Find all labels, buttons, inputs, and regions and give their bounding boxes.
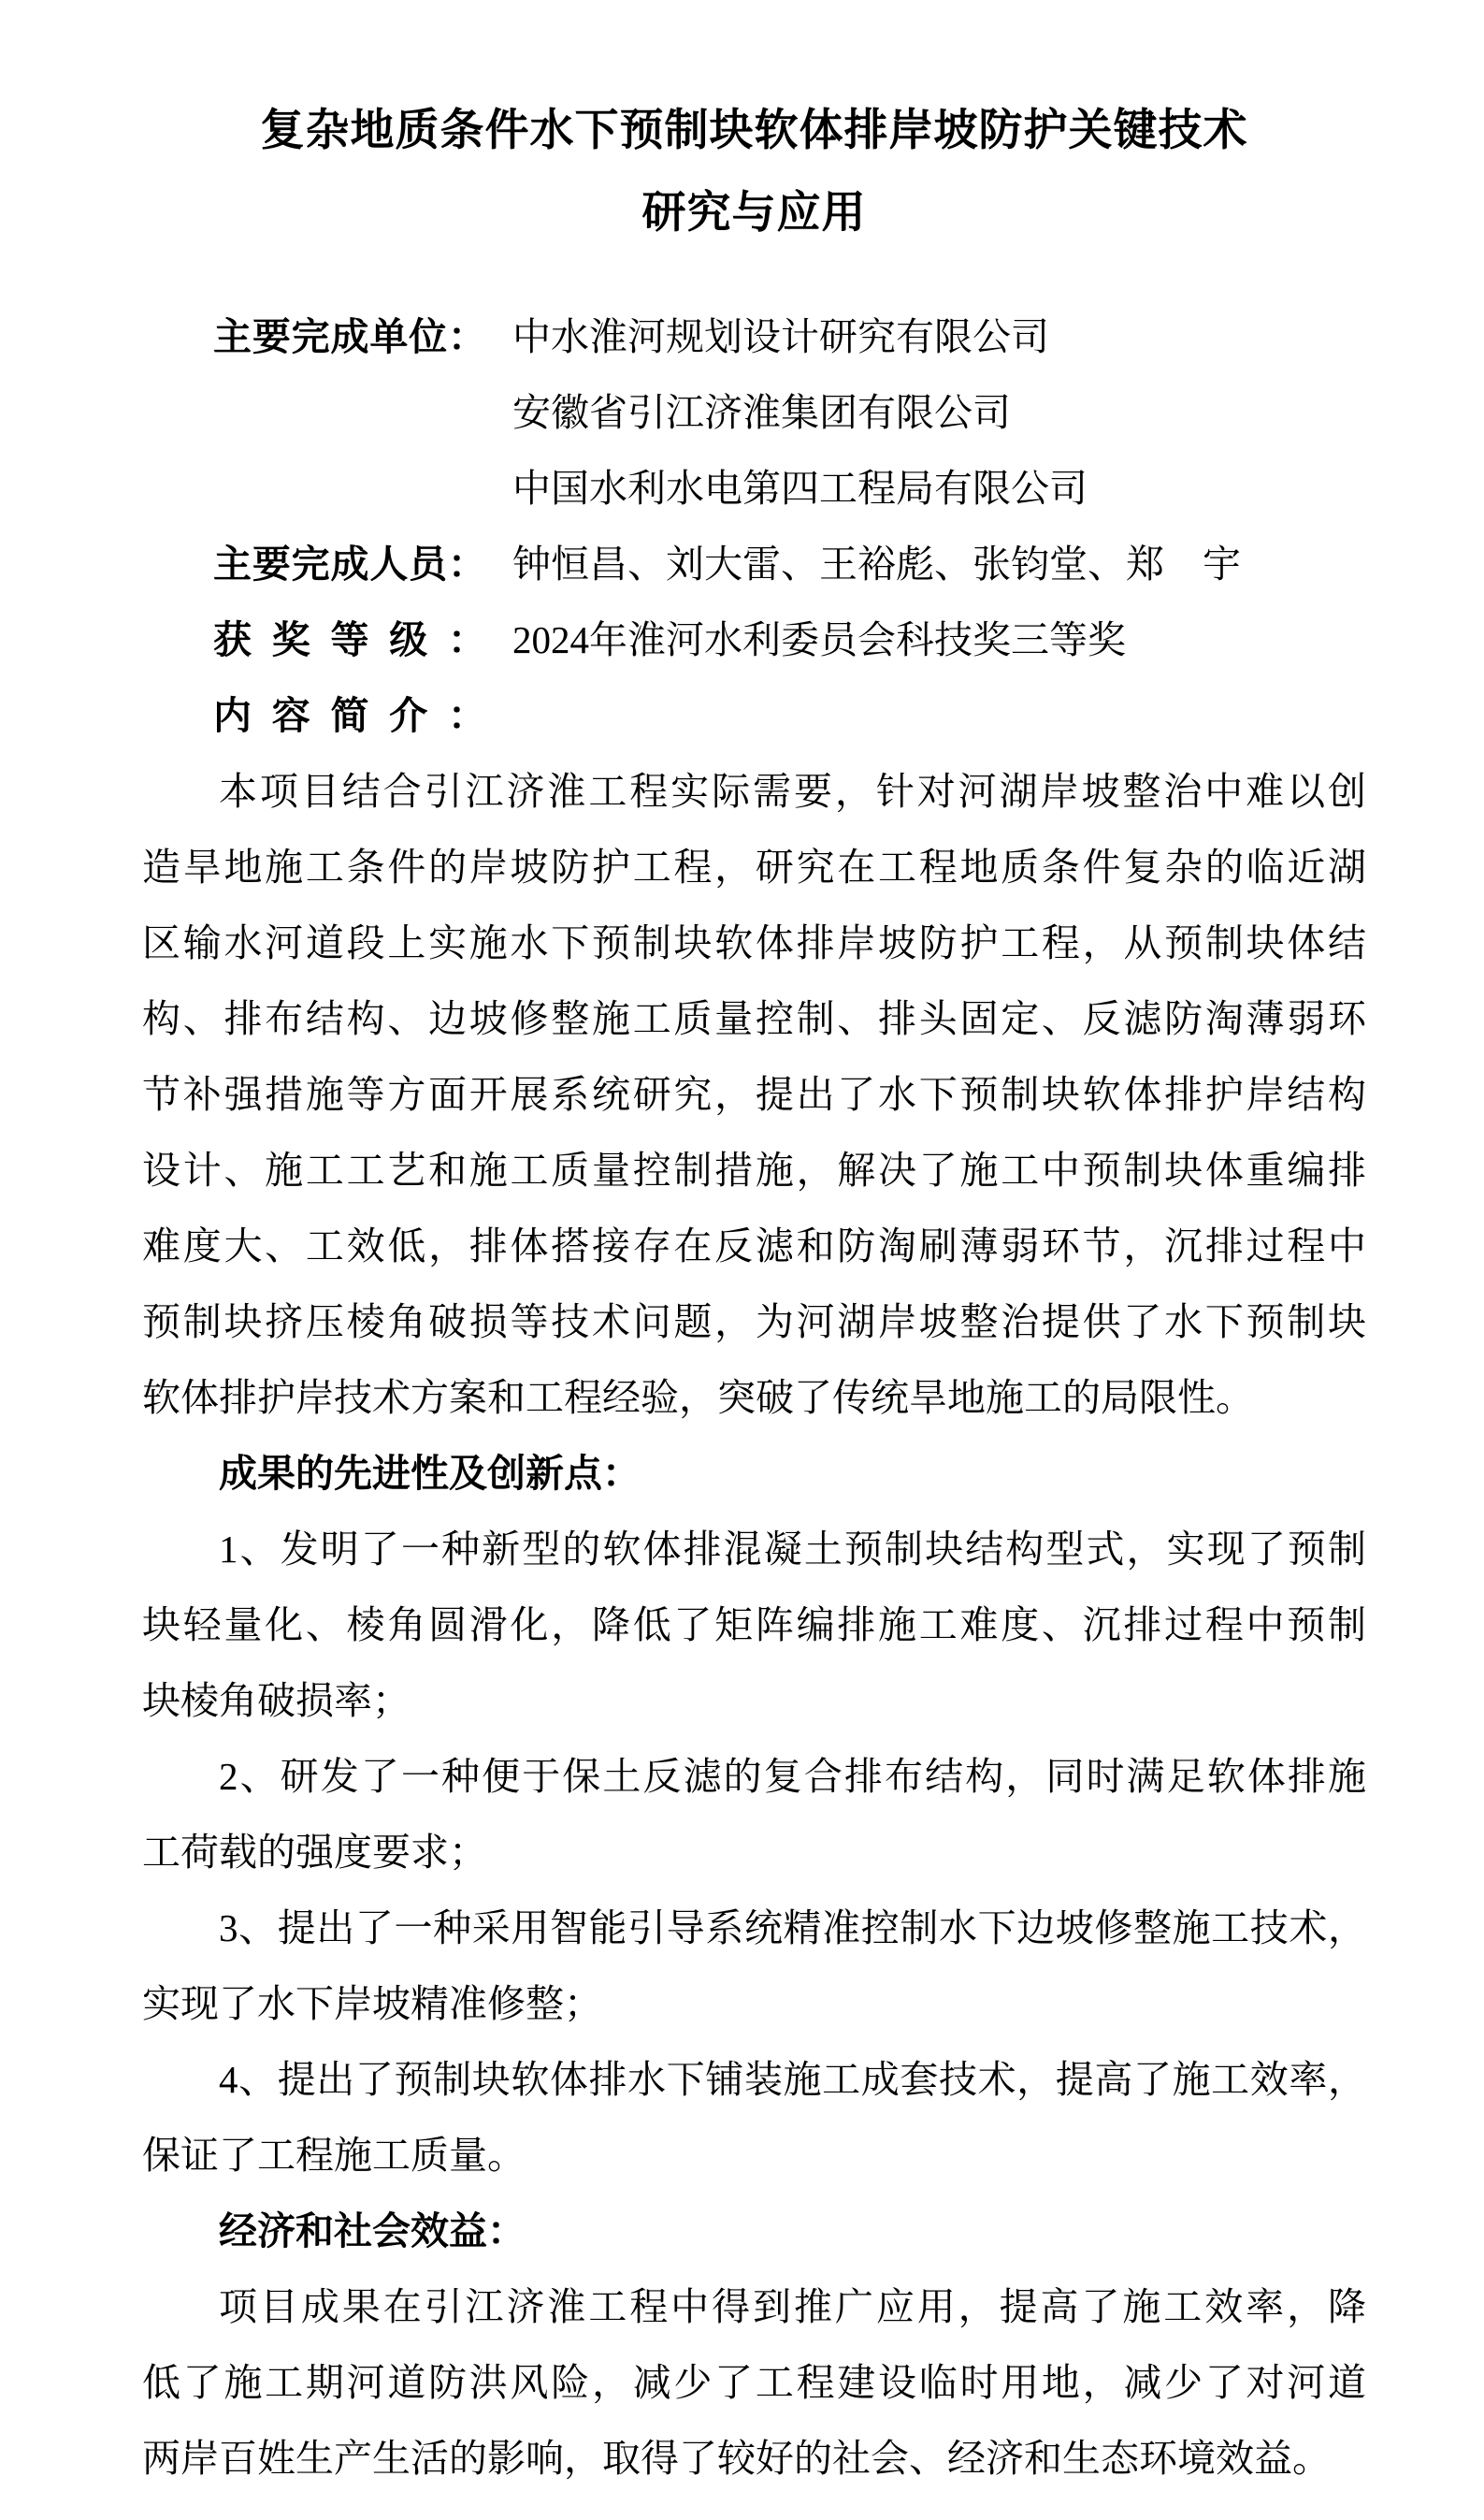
meta-value: 钟恒昌、刘大雷、王裕彪、张钧堂、郑 宇 bbox=[512, 543, 1241, 586]
meta-row bbox=[142, 451, 1366, 527]
paragraph-line: 2、研发了一种便于保土反滤的复合排布结构，同时满足软体排施 bbox=[219, 1755, 1366, 1798]
benefits-heading: 经济和社会效益： bbox=[219, 2209, 526, 2252]
meta-value: 2024年淮河水利委员会科技奖三等奖 bbox=[512, 618, 1126, 661]
benefits-paragraph bbox=[142, 2269, 1366, 2497]
paragraph-line: 设计、施工工艺和施工质量控制措施，解决了施工中预制块体重编排 bbox=[142, 1149, 1366, 1192]
paragraph-line: 块轻量化、棱角圆滑化，降低了矩阵编排施工难度、沉排过程中预制 bbox=[142, 1603, 1366, 1646]
paragraph-line: 造旱地施工条件的岸坡防护工程，研究在工程地质条件复杂的临近湖 bbox=[142, 846, 1366, 889]
paragraph-line: 构、排布结构、边坡修整施工质量控制、排头固定、反滤防淘薄弱环 bbox=[142, 997, 1366, 1040]
meta-value: 中水淮河规划设计研究有限公司 bbox=[512, 315, 1049, 358]
meta-label bbox=[213, 451, 486, 527]
meta-value: 中国水利水电第四工程局有限公司 bbox=[512, 467, 1088, 510]
meta-value: 安徽省引江济淮集团有限公司 bbox=[512, 391, 1011, 434]
paragraph-line: 两岸百姓生产生活的影响，取得了较好的社会、经济和生态环境效益。 bbox=[142, 2437, 1331, 2480]
paragraph-line: 软体排护岸技术方案和工程经验，突破了传统旱地施工的局限性。 bbox=[142, 1376, 1254, 1419]
paragraph-line: 区输水河道段上实施水下预制块软体排岸坡防护工程，从预制块体结 bbox=[142, 921, 1366, 964]
paragraph-line: 预制块挤压棱角破损等技术问题，为河湖岸坡整治提供了水下预制块 bbox=[142, 1300, 1366, 1343]
paragraph-line: 3、提出了一种采用智能引导系统精准控制水下边坡修整施工技术， bbox=[219, 1906, 1366, 1949]
meta-label: 内容简介： bbox=[213, 694, 486, 737]
meta-row bbox=[142, 527, 1366, 602]
document-title bbox=[142, 90, 1366, 254]
innovation-heading: 成果的先进性及创新点： bbox=[219, 1452, 641, 1495]
meta-row bbox=[142, 602, 1366, 678]
paragraph-line: 项目成果在引江济淮工程中得到推广应用，提高了施工效率，降 bbox=[219, 2285, 1366, 2328]
meta-row bbox=[142, 375, 1366, 451]
innovation-paragraphs bbox=[142, 1512, 1366, 2194]
meta-label bbox=[213, 375, 486, 451]
paragraph-line: 保证了工程施工质量。 bbox=[142, 2134, 526, 2177]
title-line-2: 研究与应用 bbox=[641, 189, 867, 238]
paragraph-line: 1、发明了一种新型的软体排混凝土预制块结构型式，实现了预制 bbox=[219, 1528, 1366, 1571]
paragraph-line: 块棱角破损率； bbox=[142, 1679, 411, 1722]
paragraph-line: 工荷载的强度要求； bbox=[142, 1831, 487, 1874]
paragraph-line: 4、提出了预制块软体排水下铺装施工成套技术，提高了施工效率， bbox=[219, 2058, 1366, 2101]
paragraph-line: 实现了水下岸坡精准修整； bbox=[142, 1982, 602, 2025]
meta-label: 主要完成单位： bbox=[213, 315, 486, 358]
paragraph-line: 本项目结合引江济淮工程实际需要，针对河湖岸坡整治中难以创 bbox=[219, 770, 1366, 813]
meta-label: 主要完成人员： bbox=[213, 543, 486, 586]
paragraph-line: 难度大、工效低，排体搭接存在反滤和防淘刷薄弱环节，沉排过程中 bbox=[142, 1224, 1366, 1267]
paragraph-line: 节补强措施等方面开展系统研究，提出了水下预制块软体排护岸结构 bbox=[142, 1073, 1366, 1116]
intro-paragraph bbox=[142, 754, 1366, 1436]
paragraph-line: 低了施工期河道防洪风险，减少了工程建设临时用地，减少了对河道 bbox=[142, 2361, 1366, 2404]
meta-label: 获奖等级： bbox=[213, 618, 486, 661]
meta-row bbox=[142, 678, 1366, 754]
meta-section bbox=[142, 299, 1366, 754]
title-line-1: 复杂地质条件水下预制块软体排岸坡防护关键技术 bbox=[260, 107, 1248, 155]
meta-row bbox=[142, 299, 1366, 375]
